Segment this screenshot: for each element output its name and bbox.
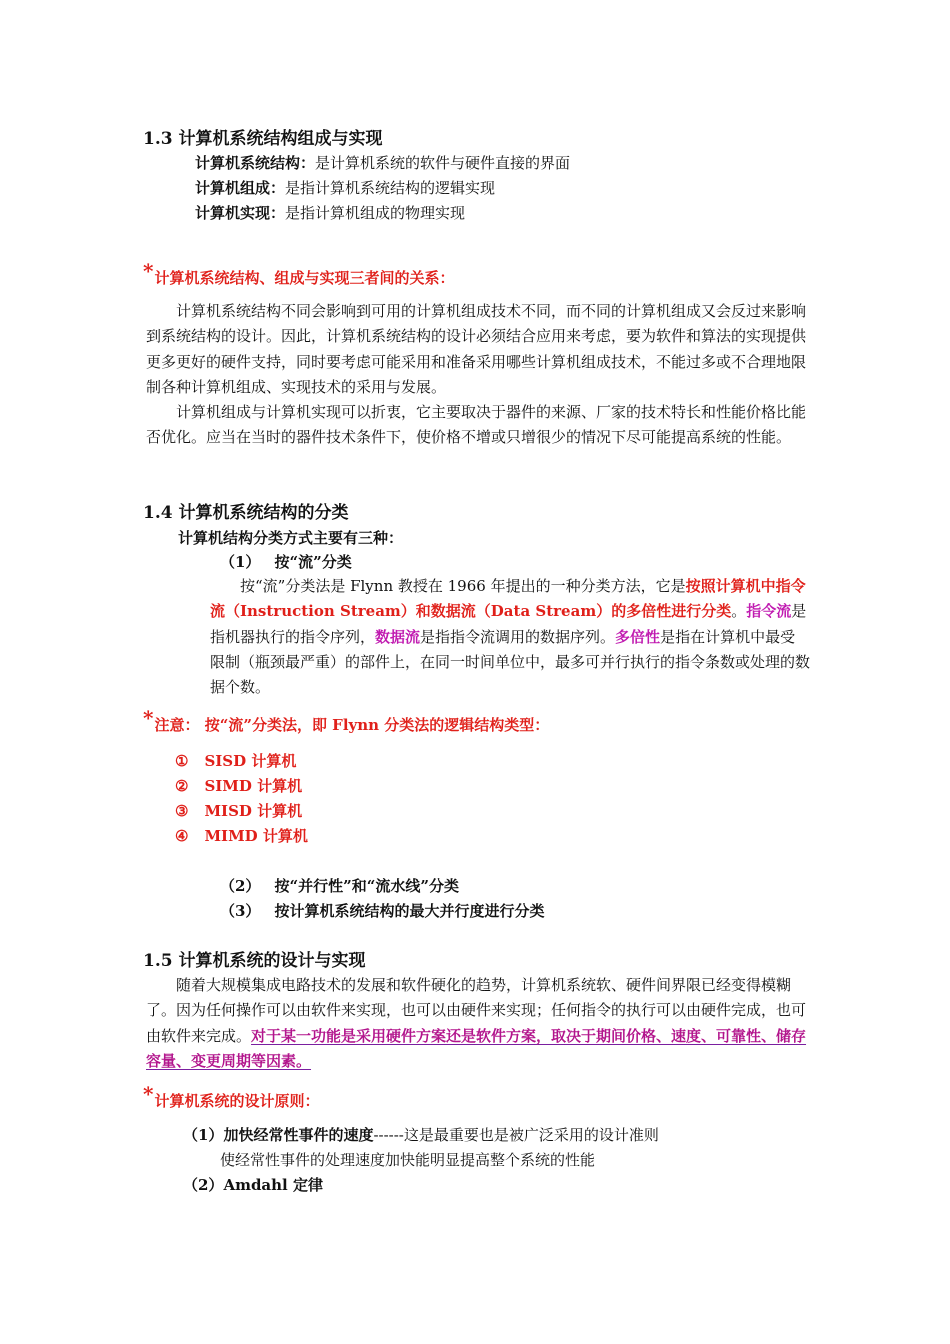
principle-1-detail: 使经常性事件的处理速度加快能明显提高整个系统的性能 bbox=[220, 1151, 596, 1169]
star-mark: * bbox=[143, 706, 154, 730]
design-paragraph: 随着大规模集成电路技术的发展和软件硬化的趋势，计算机系统软、硬件间界限已经变得模糊了。因为任何操作可以由软件来实现，也可以由硬件来实现；任何指令的执行可以由硬件完成，也可由软件来完成。对于某一功能是采用硬件方案还是软件方案，取决于期间价格、速度、可靠性、储存容量、变更周期等因素。 bbox=[146, 976, 807, 1070]
star-mark: * bbox=[143, 259, 154, 283]
definition-architecture: 计算机系统结构：是计算机系统的软件与硬件直接的界面 bbox=[195, 154, 571, 172]
flynn-note: *注意： 按“流”分类法，即 Flynn 分类法的逻辑结构类型： bbox=[143, 706, 550, 734]
flynn-paragraph: 按“流”分类法是 Flynn 教授在 1966 年提出的一种分类方法，它是按照计算机中指令流（Instruction Stream）和数据流（Data Stream）的多倍性进行分类。指令流是指机器执行的指令序列，数据流是指指令流调用的数据序列。多倍性是指在计算机中最受限制（瓶颈最严重）的部件上，在同一时间单位中，最多可并行执行的指令条数或处理的数据个数。 bbox=[210, 577, 811, 697]
classification-item-2: （2） 按“并行性”和“流水线”分类 bbox=[220, 877, 459, 895]
section-1-5-title: 1.5 计算机系统的设计与实现 bbox=[143, 951, 366, 971]
relation-paragraph-2: 计算机组成与计算机实现可以折衷，它主要取决于器件的来源、厂家的技术特长和性能价格比能否优化。应当在当时的器件技术条件下，使价格不增或只增很少的情况下尽可能提高系统的性能。 bbox=[146, 403, 807, 447]
principle-2: （2）Amdahl 定律 bbox=[183, 1176, 323, 1194]
section-1-3-title: 1.3 计算机系统结构组成与实现 bbox=[143, 129, 383, 149]
definition-organization: 计算机组成：是指计算机系统结构的逻辑实现 bbox=[195, 179, 496, 197]
classification-item-3: （3） 按计算机系统结构的最大并行度进行分类 bbox=[220, 902, 545, 920]
principle-1: （1）加快经常性事件的速度------这是最重要也是被广泛采用的设计准则 bbox=[183, 1126, 659, 1144]
relation-heading: *计算机系统结构、组成与实现三者间的关系： bbox=[143, 259, 455, 287]
flynn-type-mimd: ④ MIMD 计算机 bbox=[175, 827, 308, 845]
classification-intro: 计算机结构分类方式主要有三种： bbox=[178, 529, 404, 547]
flynn-type-simd: ② SIMD 计算机 bbox=[175, 777, 303, 795]
classification-item-1: （1） 按“流”分类 bbox=[220, 553, 352, 571]
design-principles-heading: *计算机系统的设计原则： bbox=[143, 1082, 320, 1110]
relation-paragraph-1: 计算机系统结构不同会影响到可用的计算机组成技术不同，而不同的计算机组成又会反过来影响到系统结构的设计。因此，计算机系统结构的设计必须结合应用来考虑，要为软件和算法的实现提供更多更好的硬件支持，同时要考虑可能采用和准备采用哪些计算机组成技术，不能过多或不合理地限制各种计算机组成、实现技术的采用与发展。 bbox=[146, 302, 807, 396]
definition-implementation: 计算机实现：是指计算机组成的物理实现 bbox=[195, 204, 466, 222]
star-mark: * bbox=[143, 1082, 154, 1106]
flynn-type-sisd: ① SISD 计算机 bbox=[175, 752, 297, 770]
flynn-type-misd: ③ MISD 计算机 bbox=[175, 802, 303, 820]
section-1-4-title: 1.4 计算机系统结构的分类 bbox=[143, 503, 349, 523]
